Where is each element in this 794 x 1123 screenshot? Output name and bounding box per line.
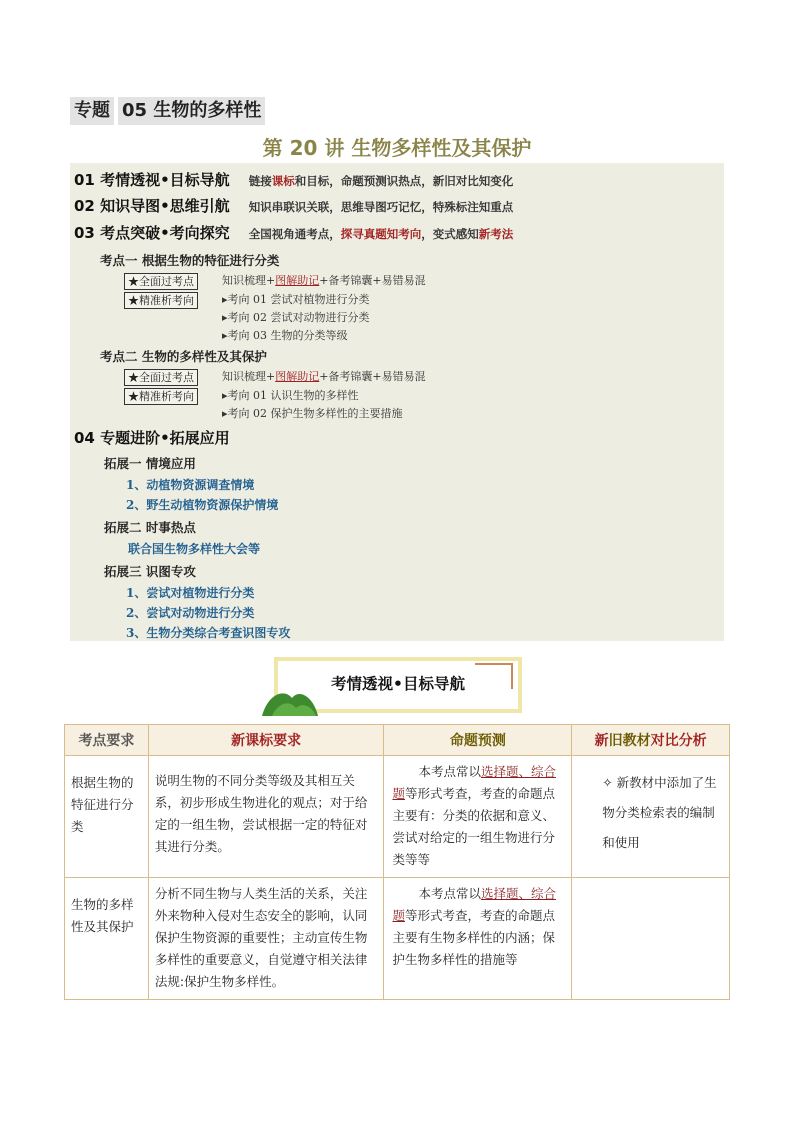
kaoxiang-item[interactable]: ▸考向 02 保护生物多样性的主要措施 [222, 407, 403, 420]
tuozhan-item[interactable]: 联合国生物多样性大会等 [128, 542, 261, 556]
toc-section-desc: 知识串联识关联，思维导图巧记忆，特殊标注知重点 [248, 200, 514, 214]
cell-kaodian: 根据生物的特征进行分类 [65, 756, 149, 878]
kaoxiang-item[interactable]: ▸考向 02 尝试对动物进行分类 [222, 311, 370, 324]
cell-duibi: ✧ 新教材中添加了生物分类检索表的编制和使用 [572, 756, 730, 878]
cell-kaodian: 生物的多样性及其保护 [65, 878, 149, 1000]
toc-section-desc: 链接课标和目标，命题预测识热点，新旧对比知变化 [248, 174, 514, 188]
tuozhan-item[interactable]: 1、尝试对植物进行分类 [126, 586, 255, 600]
column-header: 考点要求 [65, 725, 149, 756]
kaoxiang-item[interactable]: ▸考向 01 尝试对植物进行分类 [222, 293, 370, 306]
topic-title: 生物的多样性 [153, 100, 262, 121]
kaoxiang-item[interactable]: ▸考向 01 认识生物的多样性 [222, 389, 359, 402]
cell-yuce: 本考点常以选择题、综合题等形式考查，考查的命题点主要有：分类的依据和意义、尝试对给定的一组生物进行分类等等 [384, 756, 572, 878]
table-row [65, 878, 730, 1000]
column-header: 新旧教材对比分析 [572, 725, 730, 756]
banner-title: 考情透视•目标导航 [331, 675, 465, 693]
toc-section-desc: 全国视角通考点，探寻真题知考向，变式感知新考法 [248, 227, 514, 241]
toc-section-title: 02 知识导图•思维引航 [74, 197, 230, 215]
cell-kebiao: 说明生物的不同分类等级及其相互关系，初步形成生物进化的观点；对于给定的一组生物，尝试根据一定的特征对其进行分类。 [148, 756, 384, 878]
cell-yuce: 本考点常以选择题、综合题等形式考查，考查的命题点主要有生物多样性的内涵；保护生物多样性的措施等 [384, 878, 572, 1000]
kaodian-1-line-a: 知识梳理+图解助记+备考锦囊+易错易混 [222, 274, 426, 287]
table-of-contents [70, 163, 724, 641]
requirements-table [64, 724, 730, 1000]
kaodian-1-box-a: ★全面过考点 [124, 270, 198, 290]
column-header: 命题预测 [384, 725, 572, 756]
kaodian-2-line-a: 知识梳理+图解助记+备考锦囊+易错易混 [222, 370, 426, 383]
toc-section-2[interactable] [74, 195, 513, 216]
tuozhan-3-title[interactable]: 拓展三 识图专攻 [104, 564, 196, 579]
tuozhan-item[interactable]: 3、生物分类综合考查识图专攻 [126, 626, 291, 640]
lecture-title: 第 20 讲 生物多样性及其保护 [262, 136, 532, 160]
tuozhan-item[interactable]: 2、野生动植物资源保护情境 [126, 498, 279, 512]
kaodian-1-title[interactable]: 考点一 根据生物的特征进行分类 [100, 253, 280, 268]
tuozhan-item[interactable]: 1、动植物资源调查情境 [126, 478, 255, 492]
kaodian-2-box-b: ★精准析考向 [124, 385, 198, 405]
cell-duibi [572, 878, 730, 1000]
kaoxiang-item[interactable]: ▸考向 03 生物的分类等级 [222, 329, 348, 342]
tuozhan-1-title[interactable]: 拓展一 情境应用 [104, 456, 196, 471]
column-header: 新课标要求 [148, 725, 384, 756]
table-row [65, 756, 730, 878]
table-header-row [65, 725, 730, 756]
toc-section-3[interactable] [74, 222, 513, 243]
toc-section-4[interactable]: 04 专题进阶•拓展应用 [74, 429, 230, 447]
topic-number: 05 [122, 100, 148, 121]
toc-section-title: 01 考情透视•目标导航 [74, 171, 230, 189]
topic-number-and-title [118, 97, 265, 125]
toc-section-1[interactable] [74, 169, 513, 190]
topic-prefix: 专题 [70, 97, 114, 125]
kaodian-2-box-a: ★全面过考点 [124, 366, 198, 386]
tuozhan-2-title[interactable]: 拓展二 时事热点 [104, 520, 196, 535]
cell-kebiao: 分析不同生物与人类生活的关系，关注外来物种入侵对生态安全的影响，认同保护生物资源的重要性；主动宣传生物多样性的重要意义，自觉遵守相关法律法规:保护生物多样性。 [148, 878, 384, 1000]
banner-accent-line [475, 663, 513, 665]
kaodian-1-box-b: ★精准析考向 [124, 289, 198, 309]
topic-tag [70, 97, 265, 125]
tuozhan-item[interactable]: 2、尝试对动物进行分类 [126, 606, 255, 620]
kaodian-2-title[interactable]: 考点二 生物的多样性及其保护 [100, 349, 267, 364]
toc-section-title: 03 考点突破•考向探究 [74, 224, 230, 242]
